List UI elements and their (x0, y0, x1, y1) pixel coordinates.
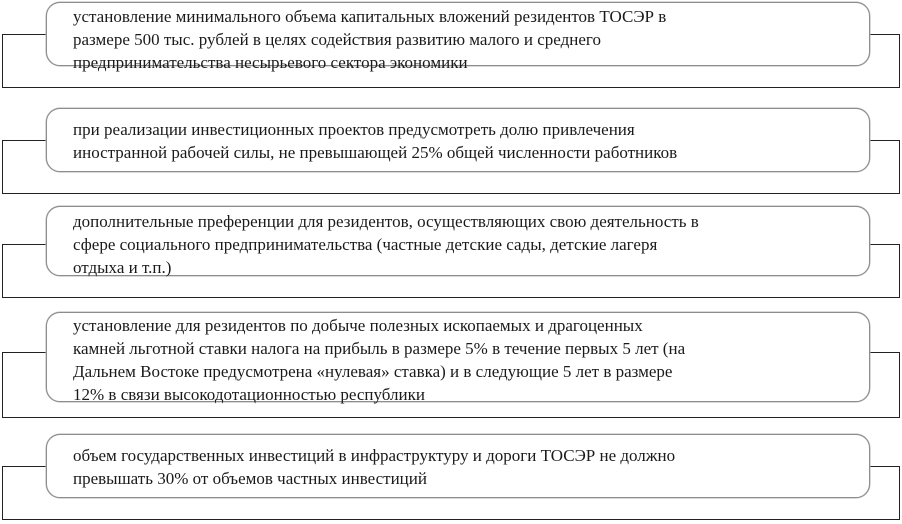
list-item-1 (46, 2, 870, 72)
list-item-4 (46, 312, 870, 402)
list-item-text-2: при реализации инвестиционных проектов предусмотреть долю привлечения иностранной рабочей силы, не превышающей 25% общей численности работников (73, 120, 678, 162)
list-item-3 (46, 206, 870, 276)
list-item-text-1: установление минимального объема капитальных вложений резидентов ТОСЭР в размере 500 тыс. рублей в целях содействия развитию малого и среднего предпринимательства несырьевого сектора экономики (73, 7, 667, 72)
list-item-2 (46, 108, 870, 172)
list-item-text-5: объем государственных инвестиций в инфраструктуру и дороги ТОСЭР не должно превышать 30% от объемов частных инвестиций (73, 446, 676, 488)
list-item-5 (46, 434, 870, 498)
list-item-text-3: дополнительные преференции для резидентов, осуществляющих свою деятельность в сфере социального предпринимательства (частные детские сады, детские лагеря отдыха и т.п.) (73, 212, 699, 277)
list-item-text-4: установление для резидентов по добыче полезных ископаемых и драгоценных камней льготной ставки налога на прибыль в размере 5% в течение первых 5 лет (на Дальнем Востоке предусмотрена «нулевая» ставка) и в следующие 5 лет в размере 12% в связи высокодотационностью республики (73, 316, 686, 404)
